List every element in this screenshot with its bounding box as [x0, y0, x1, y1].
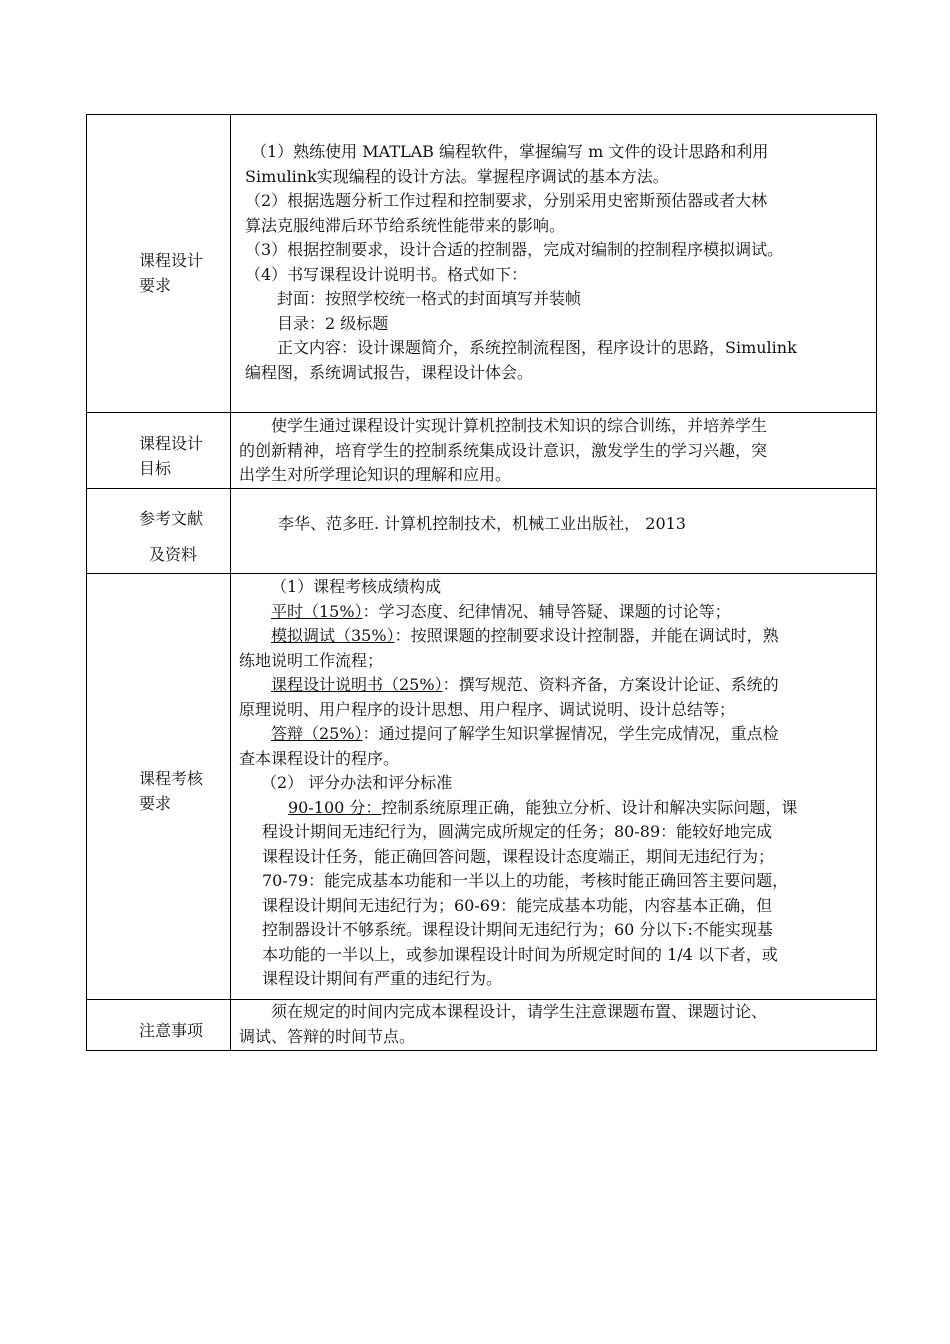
req-line-1: （1）熟练使用 MATLAB 编程软件，掌握编写 m 文件的设计思路和利用: [251, 142, 769, 161]
req-line-6: （4）书写课程设计说明书。格式如下：: [245, 264, 528, 284]
eval-term-defense: 答辩（25%）: [271, 724, 363, 743]
course-design-table: [86, 114, 877, 1051]
references-row: [87, 489, 877, 574]
notes-line-1: 须在规定的时间内完成本课程设计，请学生注意课题布置、课题讨论、: [271, 1002, 768, 1021]
evaluation-row: [87, 574, 877, 1000]
evaluation-label-cell: [87, 574, 231, 1000]
requirements-label-cell: [87, 115, 231, 413]
req-line-2: Simulink实现编程的设计方法。掌握程序调试的基本方法。: [245, 166, 669, 186]
references-label-cell: [87, 489, 231, 574]
references-label: 参考文献 及资料: [139, 509, 204, 564]
eval-term-usual: 平时（15%）: [271, 601, 363, 621]
grading-line-8: 课程设计期间有严重的违纪行为。: [262, 969, 503, 988]
req-line-8: 目录：2 级标题: [277, 313, 389, 333]
goal-line-2: 的创新精神，培育学生的控制系统集成设计意识，激发学生的学习兴趣，突: [239, 440, 768, 460]
notes-line-2: 调试、答辩的时间节点。: [239, 1026, 416, 1046]
requirements-label: 课程设计 要求: [139, 251, 204, 295]
goal-line-1: 使学生通过课程设计实现计算机控制技术知识的综合训练，并培养学生: [271, 416, 768, 435]
evaluation-label: 课程考核 要求: [139, 769, 204, 813]
req-line-7: 封面：按照学校统一格式的封面填写并装帧: [277, 289, 582, 308]
notes-label-cell: [87, 1000, 231, 1051]
req-line-10: 编程图，系统调试报告，课程设计体会。: [245, 362, 534, 382]
goal-label-cell: [87, 413, 231, 489]
requirements-row: [87, 115, 877, 413]
eval-item-simulation: 模拟调试（35%）：按照课题的控制要求设计控制器，并能在调试时，熟: [271, 626, 779, 645]
eval-heading-1: （1）课程考核成绩构成: [271, 577, 442, 596]
eval-item-report-cont: 原理说明、用户程序的设计思想、用户程序、调试说明、设计总结等；: [239, 699, 736, 719]
goal-content: [231, 413, 877, 489]
eval-term-report: 课程设计说明书（25%）: [271, 675, 443, 694]
references-content: [231, 489, 877, 574]
notes-row: [87, 1000, 877, 1051]
eval-item-defense: 答辩（25%）：通过提问了解学生知识掌握情况，学生完成情况，重点检: [271, 724, 779, 743]
reference-entry: 李华、范多旺. 计算机控制技术，机械工业出版社， 2013: [278, 514, 686, 533]
eval-heading-2: （2） 评分办法和评分标准: [261, 773, 453, 792]
grading-line-6: 控制器设计不够系统。课程设计期间无违纪行为；60 分以下:不能实现基: [262, 920, 773, 939]
grading-line-1: 90-100 分：控制系统原理正确，能独立分析、设计和解决实际问题，课: [288, 797, 798, 817]
grading-line-2: 程设计期间无违纪行为，圆满完成所规定的任务；80-89：能较好地完成: [262, 822, 773, 841]
requirements-content: [231, 115, 877, 413]
eval-item-usual: 平时（15%）：学习态度、纪律情况、辅导答疑、课题的讨论等；: [271, 601, 731, 621]
req-line-3: （2）根据选题分析工作过程和控制要求，分别采用史密斯预估器或者大林: [245, 191, 768, 210]
grading-line-3: 课程设计任务，能正确回答问题，课程设计态度端正，期间无违纪行为；: [262, 846, 775, 866]
notes-content: [231, 1000, 877, 1051]
grading-line-7: 本功能的一半以上，或参加课程设计时间为所规定时间的 1/4 以下者，或: [262, 944, 778, 964]
eval-item-defense-cont: 查本课程设计的程序。: [239, 748, 400, 768]
goal-row: [87, 413, 877, 489]
goal-line-3: 出学生对所学理论知识的理解和应用。: [239, 465, 512, 484]
eval-term-simulation: 模拟调试（35%）: [271, 626, 395, 645]
notes-label: 注意事项: [139, 1021, 204, 1040]
eval-item-report: 课程设计说明书（25%）：撰写规范、资料齐备，方案设计论证、系统的: [271, 675, 779, 694]
goal-label: 课程设计 目标: [139, 434, 204, 478]
grading-line-4: 70-79：能完成基本功能和一半以上的功能，考核时能正确回答主要问题，: [262, 871, 789, 890]
req-line-9: 正文内容：设计课题简介，系统控制流程图，程序设计的思路，Simulink: [277, 338, 797, 357]
req-line-4: 算法克服纯滞后环节给系统性能带来的影响。: [245, 215, 566, 235]
grading-term: 90-100 分：: [288, 797, 382, 817]
req-line-5: （3）根据控制要求，设计合适的控制器，完成对编制的控制程序模拟调试。: [245, 240, 784, 259]
grading-line-5: 课程设计期间无违纪行为；60-69：能完成基本功能，内容基本正确，但: [262, 895, 773, 915]
evaluation-content: [231, 574, 877, 1000]
eval-item-simulation-cont: 练地说明工作流程；: [239, 650, 384, 670]
